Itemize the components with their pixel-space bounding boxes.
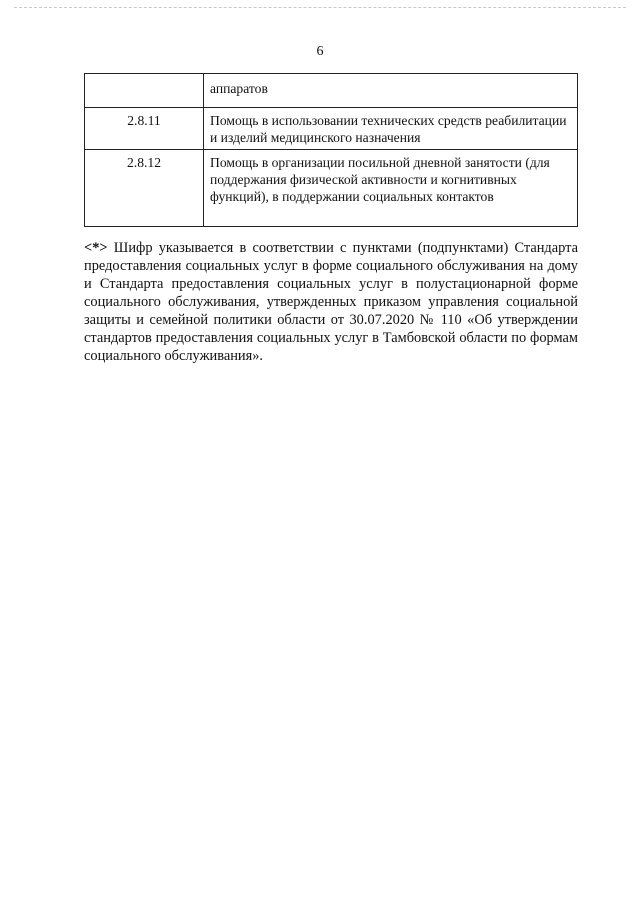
scan-top-edge [14,7,626,8]
page-number: 6 [316,44,324,59]
footnote [84,239,578,365]
service-description-cell: Помощь в организации посильной дневной занятости (для поддержания физической активности и когнитивных функций), в поддержании социальных контактов [204,150,578,227]
service-code-cell: 2.8.11 [85,108,204,150]
services-table [84,73,578,227]
service-code-cell [85,74,204,108]
table-row [85,108,578,150]
table-row [85,74,578,108]
service-description-cell: аппаратов [204,74,578,108]
table-row [85,150,578,227]
footnote-text: Шифр указывается в соответствии с пунктами (подпунктами) Стандарта предоставления социальных услуг в форме социального обслуживания на дому и Стандарта предоставления социальных услуг в полустационарной форме социального обслуживания, утвержденных приказом управления социальной защиты и семейной политики области от 30.07.2020 № 110 «Об утверждении стандартов предоставления социальных услуг в Тамбовской области по формам социального обслуживания». [84,240,578,364]
service-description-cell: Помощь в использовании технических средств реабилитации и изделий медицинского назначения [204,108,578,150]
service-code-cell: 2.8.12 [85,150,204,227]
footnote-paragraph [84,239,578,365]
footnote-marker: <*> [84,240,108,256]
